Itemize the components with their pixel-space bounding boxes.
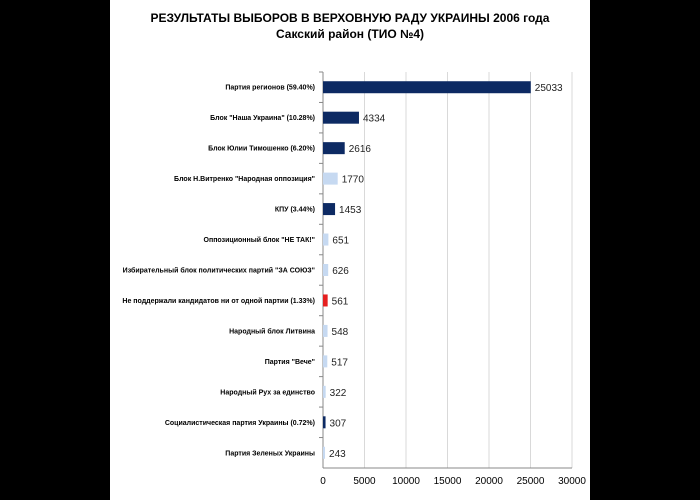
x-tick-label: 15000 bbox=[433, 476, 462, 487]
data-label: 517 bbox=[331, 357, 348, 369]
chart-slide bbox=[110, 0, 590, 500]
x-tick-label: 25000 bbox=[516, 476, 545, 487]
data-label: 1770 bbox=[341, 174, 364, 186]
bar bbox=[323, 81, 531, 93]
category-label: КПУ (3.44%) bbox=[274, 206, 315, 214]
bar bbox=[323, 112, 359, 124]
bar bbox=[323, 447, 325, 459]
category-label: Не поддержали кандидатов ни от одной партии (1.33%) bbox=[122, 297, 315, 305]
data-label: 25033 bbox=[534, 83, 563, 95]
bar bbox=[323, 142, 345, 154]
category-label: Народный Рух за единство bbox=[220, 389, 315, 397]
bar bbox=[323, 416, 326, 428]
category-label: Избирательный блок политических партий "ЗА СОЮЗ" bbox=[122, 267, 315, 275]
bar bbox=[323, 264, 328, 276]
bar bbox=[323, 386, 326, 398]
x-tick-label: 30000 bbox=[558, 476, 586, 487]
category-label: Оппозиционный блок "НЕ ТАК!" bbox=[203, 237, 315, 245]
data-label: 307 bbox=[329, 418, 347, 430]
data-label: 4334 bbox=[362, 113, 386, 125]
bar-chart bbox=[110, 0, 590, 500]
data-label: 651 bbox=[332, 235, 350, 247]
data-label: 243 bbox=[329, 448, 346, 460]
bar bbox=[323, 234, 328, 246]
data-label: 548 bbox=[331, 326, 349, 338]
bar bbox=[323, 325, 328, 337]
bar bbox=[323, 355, 327, 367]
data-label: 322 bbox=[329, 387, 347, 399]
category-label: Блок "Наша Украина" (10.28%) bbox=[210, 115, 315, 123]
data-label: 2616 bbox=[348, 144, 371, 156]
category-label: Народный блок Литвина bbox=[229, 328, 315, 336]
chart-title: РЕЗУЛЬТАТЫ ВЫБОРОВ В ВЕРХОВНУЮ РАДУ УКРАИНЫ 2006 года bbox=[150, 11, 550, 25]
category-label: Партия Зеленых Украины bbox=[225, 450, 315, 458]
x-tick-label: 10000 bbox=[392, 476, 420, 487]
bar bbox=[323, 173, 338, 185]
x-tick-label: 20000 bbox=[475, 476, 503, 487]
category-label: Партия "Вече" bbox=[264, 358, 315, 366]
data-label: 626 bbox=[332, 266, 349, 277]
category-label: Партия регионов (59.40%) bbox=[225, 84, 315, 92]
data-label: 561 bbox=[331, 296, 349, 308]
x-tick-label: 5000 bbox=[353, 476, 376, 487]
category-label: Блок Н.Витренко "Народная оппозиция" bbox=[174, 176, 315, 184]
bar bbox=[323, 294, 328, 306]
chart-subtitle: Сакский район (ТИО №4) bbox=[275, 27, 425, 41]
bar bbox=[323, 203, 335, 215]
x-tick-label: 0 bbox=[320, 476, 326, 487]
data-label: 1453 bbox=[339, 205, 362, 217]
category-label: Социалистическая партия Украины (0.72%) bbox=[164, 419, 315, 427]
category-label: Блок Юлии Тимошенко (6.20%) bbox=[208, 145, 315, 153]
